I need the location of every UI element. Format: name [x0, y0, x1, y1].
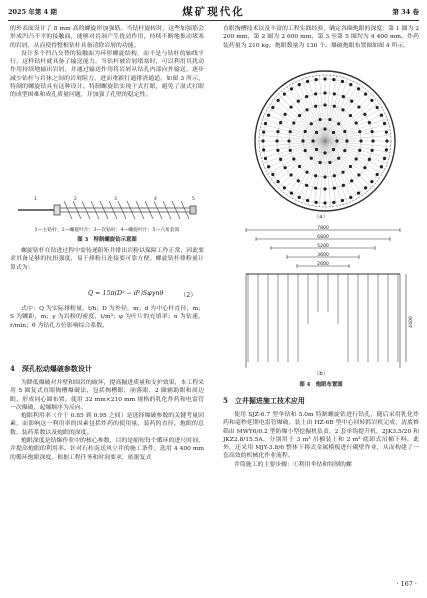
blasthole: [264, 157, 267, 160]
blasthole: [333, 92, 336, 95]
blasthole: [290, 87, 293, 90]
blasthole: [314, 105, 317, 108]
blasthole: [298, 83, 301, 86]
blasthole: [264, 122, 267, 125]
radial-line: [265, 113, 325, 141]
blasthole: [323, 201, 326, 204]
spiral-flight: [91, 201, 99, 219]
left-text-block-2: [10, 247, 204, 272]
equation: Q = 15π(D² − d²)Sφγnθ: [88, 290, 164, 297]
radial-line: [325, 113, 385, 141]
blasthole: [276, 149, 279, 152]
figure-4b-depth-section: [228, 222, 418, 372]
blasthole: [364, 93, 367, 96]
blasthole: [319, 161, 322, 164]
paragraph: 直眼掏槽技术以及丰富的工程实践经验，确定各圈炮眼的深度：第 1 圈为 2 200 mm，第 2 圈为 2 600 mm，第 3 至第 5 圈均为 4 400 mm。炸药装药量为 210 kg，炮眼数量为 130 个。爆破炮眼布置图如图 4 所示。: [223, 26, 419, 49]
blasthole: [267, 165, 270, 168]
blasthole: [380, 114, 383, 117]
blasthole: [385, 148, 388, 151]
radial-line: [259, 135, 325, 141]
blasthole: [306, 199, 309, 202]
blasthole: [271, 106, 274, 109]
blasthole: [279, 121, 282, 124]
part-number-label: 5: [192, 197, 195, 202]
blasthole: [385, 139, 388, 142]
spiral-flight: [172, 201, 180, 219]
blasthole: [341, 171, 344, 174]
paragraph: 炮眼利用率（介于 0.85 到 0.95 之间）是选择爆破参数的关键考量因素，而影响这一利用率的因素包括炸药的使用量、装药的直径、炮眼的总数、装药系数以及炮眼的深度。: [10, 413, 204, 436]
blasthole: [297, 179, 300, 182]
left-text-block-3: [10, 305, 204, 330]
blasthole: [287, 139, 290, 142]
spiral-flight: [82, 201, 90, 219]
paragraph: 式中：Q 为实际排粉量，t/h；D 为外径，m；d 为中心杆直径，m；S 为螺距，m；γ 为岩粉的密度，t/m³；φ 为叶片的充填率；n 为钻速，r/min；θ 为钻孔方位影响综合系数。: [10, 306, 204, 329]
paragraph: 使用 SJZ-6.7 型伞钻和 5.0m 特制螺旋钻进行钻孔，随后采用乳化炸药和毫秒延期电雷管爆破。装土由 HZ-6B 型中心回转抓岩机完成，清底修筛由 MWY6/0.2 型防爆小型挖掘机负责。2 套单钩提升机，2JK3.5/20 和 JKZ2.8/15.5A，分别用于 3 m³ 吊桶装土和 2 m³ 底卸式吊桶下料。此外，还采用 MJY-3.8/6 整体下移式金属模板进行砌壁作业，从而构建了一套高效的机械化作业流程。: [223, 412, 419, 460]
blasthole: [283, 166, 286, 169]
blasthole: [315, 78, 318, 81]
blasthole: [332, 201, 335, 204]
spiral-flight: [181, 201, 189, 219]
blasthole: [335, 139, 338, 142]
radial-line: [297, 81, 325, 141]
right-text-block-1: [223, 25, 419, 50]
figure-3-legend: 1—主钻杆；2—螺旋叶片；3—次钻杆；4—螺旋叶片；5—六角套筒: [34, 228, 180, 233]
blasthole: [323, 187, 326, 190]
dimension-label: 5200: [317, 243, 329, 249]
radial-line: [325, 141, 331, 207]
blasthole: [289, 173, 292, 176]
blasthole: [333, 174, 336, 177]
radial-line: [325, 75, 331, 141]
part-number-label: 2: [74, 197, 77, 202]
figure-4a-label: （a）: [314, 214, 328, 220]
radial-line: [325, 81, 353, 141]
blasthole: [368, 121, 371, 124]
blasthole: [357, 173, 360, 176]
blasthole: [357, 105, 360, 108]
blasthole: [332, 78, 335, 81]
section-heading: 4 深孔松动爆破参数设计: [10, 364, 92, 373]
blasthole: [332, 148, 335, 151]
spiral-flight: [127, 201, 135, 219]
blasthole: [323, 103, 326, 106]
spiral-flight: [163, 201, 171, 219]
blasthole: [277, 99, 280, 102]
blasthole: [315, 148, 318, 151]
radial-line: [325, 141, 391, 147]
blasthole: [383, 157, 386, 160]
blasthole: [305, 95, 308, 98]
blasthole: [370, 99, 373, 102]
paragraph: 为降低爆破对井壁和围岩的破坏，提高掘进质量和支护效果，本工程采用 5 圈复式直眼掏槽爆破法，包括掏槽眼、崩落眼、2 圈辅助眼和周边眼，形成同心圆布置。使用 32 mm×210 mm 规格的乳化炸药和电雷管一次爆破，起爆顺序为反向。: [10, 380, 204, 411]
blasthole: [323, 151, 326, 154]
blasthole: [337, 157, 340, 160]
radial-line: [297, 141, 325, 201]
figure-4a-blasthole-circle: [252, 68, 398, 214]
part-number-label: 1: [34, 197, 37, 202]
blasthole: [305, 171, 308, 174]
spiral-flight: [154, 201, 162, 219]
blasthole: [343, 130, 346, 133]
volume-label: 第 34 卷: [392, 8, 419, 16]
blasthole: [370, 180, 373, 183]
figure-3-caption: 图 3 特制螺旋钻示意图: [77, 237, 137, 243]
blasthole: [304, 130, 307, 133]
blasthole: [298, 196, 301, 199]
blasthole: [350, 179, 353, 182]
equation-number: （2）: [180, 292, 197, 299]
blasthole: [350, 99, 353, 102]
blasthole: [371, 139, 374, 142]
blasthole: [290, 192, 293, 195]
blasthole: [279, 158, 282, 161]
blasthole: [267, 114, 270, 117]
blasthole: [333, 105, 336, 108]
spiral-flight: [118, 201, 126, 219]
blasthole: [271, 173, 274, 176]
blasthole: [314, 92, 317, 95]
blasthole: [345, 139, 348, 142]
depth-dimension-label: 4400: [409, 316, 414, 328]
blasthole: [337, 122, 340, 125]
blasthole: [292, 157, 295, 160]
blasthole: [315, 201, 318, 204]
blasthole: [342, 184, 345, 187]
spiral-flight: [64, 201, 72, 219]
paragraph: 螺旋钻杆在钻进过程中需传递阻矩并排出岩粉以保障工作正常，因此要求其备足够的抗扭强度，易于排粉且连接要可靠方便。螺旋钻杆排粉量计算式为：: [10, 248, 204, 271]
radial-line: [319, 141, 325, 207]
dimension-label: 7800: [317, 225, 329, 231]
blasthole: [297, 99, 300, 102]
blasthole: [283, 113, 286, 116]
blasthole: [275, 139, 278, 142]
blasthole: [343, 149, 346, 152]
blasthole: [289, 130, 292, 133]
blasthole: [376, 106, 379, 109]
blasthole: [349, 114, 352, 117]
radial-line: [259, 141, 325, 147]
blasthole: [289, 149, 292, 152]
page-number: · 167 ·: [396, 580, 417, 588]
blasthole: [283, 186, 286, 189]
blasthole: [380, 165, 383, 168]
blasthole: [355, 157, 358, 160]
paragraph: 炮眼深度是钻爆作业中的核心参数，目的是缩短每个循环的进尺时间，并提高炮眼的利用率。针对石柱南送风立井的施工条件，选用 4 400 mm 的循环炮眼深度。根据工程任务和时间要求，依据复式: [10, 438, 204, 461]
figure-4-caption: 图 4 炮眼布置图: [299, 382, 343, 388]
blasthole: [341, 108, 344, 111]
issue-label: 2025 年第 4 期: [8, 8, 57, 16]
blasthole: [261, 139, 264, 142]
spiral-flight: [136, 201, 144, 219]
blasthole: [342, 95, 345, 98]
blasthole: [262, 131, 265, 134]
page-header: [8, 4, 419, 20]
radial-line: [325, 135, 391, 141]
blasthole: [349, 83, 352, 86]
blasthole: [323, 175, 326, 178]
blasthole: [370, 149, 373, 152]
blasthole: [368, 158, 371, 161]
radial-line: [325, 141, 353, 201]
blasthole: [283, 93, 286, 96]
paragraph: 的外表面设计了 8 mm 高的螺旋形加强筋。当钻杆旋转时，这些加强筋会形成凹凸不平的接触面，能够对岩洞产生扰动作用，持续不断地推动堵塞的岩屑，从而使得整根钻杆具备清除岩屑的功能。: [10, 26, 204, 49]
blasthole: [364, 186, 367, 189]
blasthole: [305, 108, 308, 111]
journal-title: 煤矿现代化: [182, 6, 245, 18]
header-rule: [8, 20, 419, 21]
blasthole: [358, 130, 361, 133]
blasthole: [319, 118, 322, 121]
spiral-flight: [100, 201, 108, 219]
blasthole: [359, 139, 362, 142]
blasthole: [383, 122, 386, 125]
blasthole: [349, 196, 352, 199]
figure-3-spiral-drill: [14, 195, 200, 225]
paragraph: 井筒施工的主要步骤：①利用伞钻和特制的螺: [234, 461, 352, 468]
blasthole: [301, 139, 304, 142]
blasthole: [306, 80, 309, 83]
blasthole: [341, 199, 344, 202]
dimension-label: 2600: [317, 261, 329, 267]
blasthole: [310, 157, 313, 160]
blasthole: [376, 173, 379, 176]
blasthole: [332, 131, 335, 134]
blasthole: [357, 87, 360, 90]
blasthole: [358, 149, 361, 152]
part-number-label: 4: [154, 197, 157, 202]
left-text-block-1: [10, 25, 204, 100]
spiral-flight: [109, 201, 117, 219]
blasthole: [370, 130, 373, 133]
blasthole: [298, 165, 301, 168]
part-number-label: 3: [114, 197, 117, 202]
blasthole: [305, 184, 308, 187]
blasthole: [333, 186, 336, 189]
spiral-flight: [145, 201, 153, 219]
section-heading: 5 立井掘进施工技术应用: [223, 396, 305, 405]
blasthole: [314, 174, 317, 177]
blasthole: [328, 161, 331, 164]
radial-line: [325, 141, 385, 169]
blasthole: [298, 114, 301, 117]
blasthole: [310, 122, 313, 125]
blasthole: [323, 91, 326, 94]
blasthole: [276, 130, 279, 133]
blasthole: [292, 121, 295, 124]
blasthole: [323, 77, 326, 80]
paragraph: 设计多个凹凸交替的接触面为环形螺旋结构，而不是与钻杆的轴线平行，这样钻杆就具备了输送能力。当钻杆被岩屑堵塞时，可以利用其扰动作用持续地输出岩屑，并通过输送作用将岩屑从钻孔内部向外输送，逐步减少钻杆与岩体之间的岩屑阻力，进而重新打通排渣通道。如图 3 所示，特制的螺旋钻具有这种设计。特制螺旋钻实现干式打眼，避免了湿式打眼的成型困难和成孔质量问题，并加强了孔壁的稳定性。: [10, 50, 204, 99]
left-text-block-4: [10, 379, 204, 462]
blasthole: [363, 166, 366, 169]
figure-4b-label: （b）: [313, 371, 329, 377]
blasthole: [314, 186, 317, 189]
radial-line: [319, 75, 325, 141]
radial-line: [265, 141, 325, 169]
spiral-flight: [73, 201, 81, 219]
blasthole: [385, 131, 388, 134]
right-text-block-2: [223, 411, 419, 469]
dimension-label: 3600: [317, 252, 329, 258]
blasthole: [315, 131, 318, 134]
blasthole: [304, 149, 307, 152]
blasthole: [311, 139, 314, 142]
blasthole: [328, 118, 331, 121]
blasthole: [289, 105, 292, 108]
blasthole: [277, 180, 280, 183]
blasthole: [349, 165, 352, 168]
blasthole: [363, 113, 366, 116]
dimension-label: 6800: [317, 234, 329, 240]
blasthole: [357, 192, 360, 195]
blasthole: [323, 127, 326, 130]
blasthole: [355, 121, 358, 124]
blasthole: [262, 148, 265, 151]
blasthole: [341, 80, 344, 83]
